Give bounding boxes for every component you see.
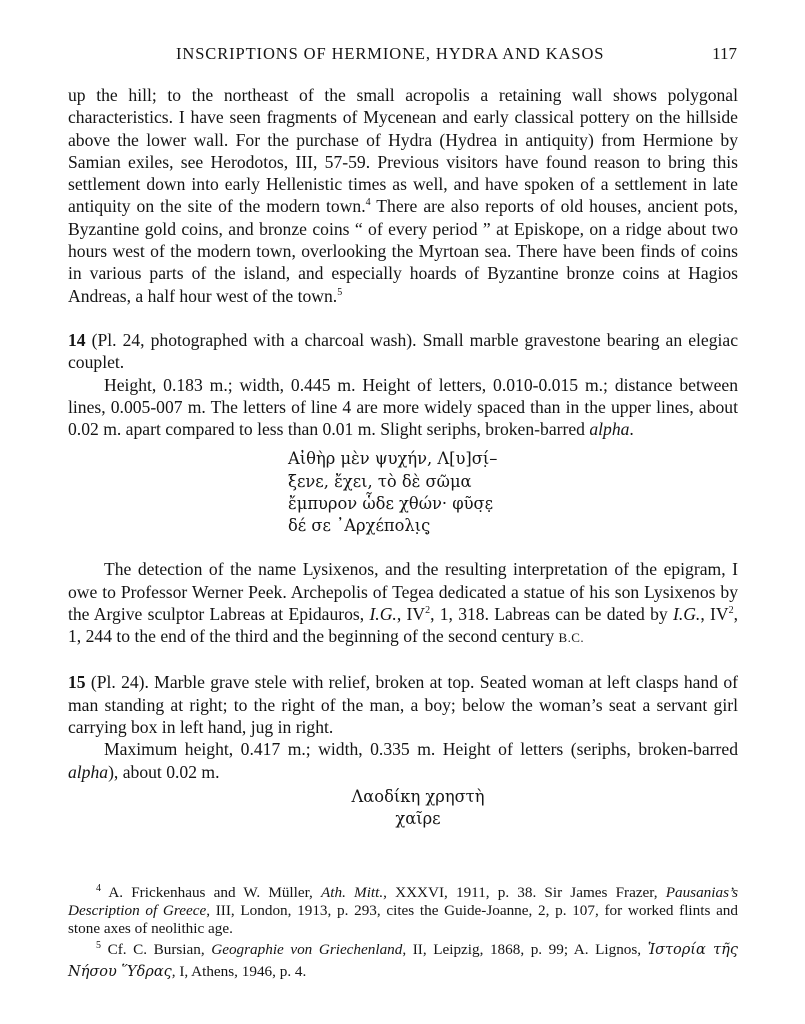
footnotes	[68, 884, 738, 983]
inscription-line: ξενε, ἔχει, τὸ δὲ σῶμα	[288, 471, 472, 491]
entry-15-inscription	[98, 786, 738, 830]
entry-14-commentary: The detection of the name Lysixenos, and the resulting interpretation of the epigram, I owe to Professor Werner Peek. Archepolis of Tegea dedicated a statue of his son Lysixenos by the Argive sculptor Labreas at Epidauros, I.G., $IV^2$, 1, 318. Labreas can be dated by I.G., $IV^2$, 1, 244 to the end of the third and the beginning of the second century B.C.	[68, 559, 738, 647]
inscription-line: δέ σε ᾽Αρχέπολι̣ς̣	[288, 516, 431, 536]
inscription-line: Λαοδίκη χρηστὴ	[351, 786, 485, 806]
inscription-line: χαῖρε	[395, 809, 441, 829]
intro-paragraph: up the hill; to the northeast of the small acropolis a retaining wall shows polygonal characteristics. I have seen fragments of Mycenean and early classical pottery on the hillside above the lower wall. For the purchase of Hydra (Hydrea in antiquity) from Hermione by Samian exiles, see Herodotos, III, 57-59. Previous visitors have found reason to bring this settlement down into early Hellenistic times as well, and have spoken of a settlement in late antiquity on the site of the modern town.$^4$ There are also reports of old houses, ancient pots, Byzantine gold coins, and bronze coins “ of every period ” at Episkope, on a ridge about two hours west of the modern town, overlooking the Myrtoan sea. There have been finds of coins in various parts of the island, and especially hoards of Byzantine bronze coins at Hagios Andreas, a half hour west of the town.$^5$	[68, 85, 738, 306]
page-header	[68, 44, 737, 68]
entry-15-number: 15	[68, 672, 86, 693]
entry-15-measurements: Maximum height, 0.417 m.; width, 0.335 m. Height of letters (seriphs, broken-barred alpha), about 0.02 m.	[68, 739, 738, 782]
running-title: INSCRIPTIONS OF HERMIONE, HYDRA AND KASOS	[176, 44, 605, 63]
footnote-5: $^5$ Cf. C. Bursian, Geographie von Griechenland, II, Leipzig, 1868, p. 99; A. Lignos, Ἱστορία τῆς Νήσου Ὕδρας, I, Athens, 1946, p. 4.	[68, 939, 738, 980]
entry-15-heading: 15 (Pl. 24). Marble grave stele with relief, broken at top. Seated woman at left clasps hand of man standing at right; to the right of the man, a boy; below the woman’s seat a servant girl carrying box in left hand, jug in right.	[68, 672, 738, 738]
footnote-ref-5[interactable]: 5	[337, 286, 343, 298]
page-body	[68, 84, 738, 830]
entry-14-inscription	[288, 448, 738, 537]
entry-14-measurements: Height, 0.183 m.; width, 0.445 m. Height of letters, 0.010-0.015 m.; distance between lines, 0.005-007 m. The letters of line 4 are more widely spaced than in the upper lines, about 0.02 m. apart compared to less than 0.01 m. Slight seriphs, broken-barred alpha.	[68, 374, 738, 440]
entry-14-number: 14	[68, 329, 86, 350]
footnote-ref-4[interactable]: 4	[365, 197, 371, 209]
footnote-4: $^4$ A. Frickenhaus and W. Müller, Ath. Mitt., XXXVI, 1911, p. 38. Sir James Frazer, Pausanias’s Description of Greece, III, London, 1913, p. 293, cites the Guide-Joanne, 2, p. 107, for worked flints and stone axes of neolithic age.	[68, 882, 738, 938]
entry-14-heading: 14 (Pl. 24, photographed with a charcoal wash). Small marble gravestone bearing an elegiac couplet.	[68, 329, 738, 373]
page-number: 117	[712, 44, 737, 63]
inscription-line: ἔμπυρον ὧδε χθών· φῦσ̣ε̣	[288, 493, 494, 513]
inscription-line: Αἰθὴρ μὲν ψυχήν, Λ[υ]σί̣–	[288, 449, 498, 469]
